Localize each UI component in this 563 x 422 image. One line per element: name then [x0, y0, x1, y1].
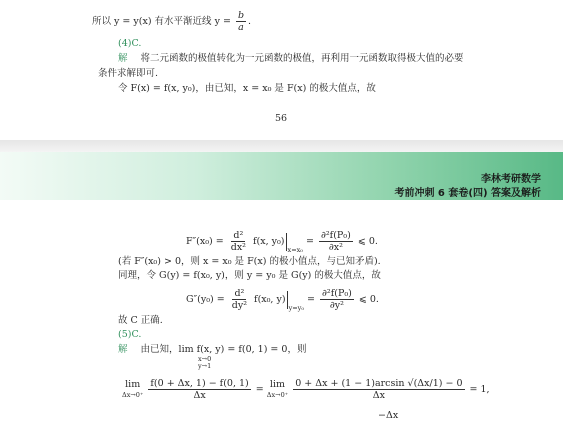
eq2-eval-bar	[287, 291, 288, 309]
asymptote-line	[92, 10, 251, 33]
eq2-d-den: dy²	[231, 300, 248, 311]
eq1-lhs: F″(x₀) =	[186, 236, 224, 247]
eq1-equals: =	[305, 236, 314, 247]
eq1-p-num: ∂²f(P₀)	[320, 230, 351, 241]
solution-marker: 解	[118, 53, 128, 64]
explain-line-2: 条件求解即可.	[98, 68, 159, 79]
fraction-denominator: a	[238, 22, 244, 33]
eq1-eval-bar	[286, 233, 287, 251]
explain-line-3: 令 F(x) = f(x, y₀)，由已知，x = x₀ 是 F(x) 的极大值点，故	[118, 83, 376, 94]
bottom-page	[0, 152, 563, 422]
answer-4-label: (4)C.	[118, 38, 142, 49]
eq1-mid: f(x, y₀)	[253, 236, 285, 247]
limit-subscript	[198, 356, 211, 370]
fraction-numerator: b	[237, 10, 245, 21]
eq2-equals: =	[307, 294, 315, 305]
equation-g-second-derivative	[186, 288, 379, 314]
limit-sub-x: x→0	[198, 355, 212, 363]
eq1-d-num: d²	[233, 230, 244, 241]
eq2-mid: f(x₀, y)	[254, 294, 286, 305]
answer-5-label: (5)C.	[118, 329, 142, 340]
limit-sub-y: y→1	[198, 362, 212, 370]
eq3-lim-1-sub: Δx→0⁺	[122, 390, 144, 399]
note-line: (若 F″(x₀) > 0，则 x = x₀ 是 F(x) 的极小值点，与已知矛盾).	[118, 256, 381, 267]
asymptote-suffix: .	[248, 16, 252, 27]
top-page	[0, 0, 563, 140]
eq3-rhs: = 1,	[469, 384, 490, 395]
eq2-partial-fraction	[320, 288, 354, 311]
eq1-d-fraction	[229, 230, 248, 253]
explain-text-1: 将二元函数的极值转化为一元函数的极值，再利用一元函数取得极大值的必要	[140, 53, 464, 64]
eq3-num-1: f(0 + Δx, 1) − f(0, 1)	[150, 378, 249, 389]
page-number: 56	[275, 113, 288, 124]
asymptote-fraction	[236, 10, 246, 33]
cutoff-fragment: −Δx	[378, 410, 399, 421]
eq3-fraction-2	[293, 378, 464, 401]
eq2-rhs: ⩽ 0.	[358, 294, 379, 305]
eq3-lim-1-word: lim	[125, 378, 141, 390]
eq3-num-2: 0 + Δx + (1 − 1)arcsin √(Δx/1) − 0	[295, 378, 463, 389]
limit-line	[118, 344, 307, 370]
eq3-den-1: Δx	[193, 390, 206, 401]
equation-partial-limit	[122, 378, 490, 401]
eq3-fraction-1	[148, 378, 250, 401]
explain-line-1	[118, 53, 464, 65]
eq1-d-den: dx²	[230, 242, 246, 253]
solution-marker-5: 解	[118, 344, 128, 355]
eq2-p-num: ∂²f(P₀)	[322, 288, 352, 299]
eq2-eval-sub: y=y₀	[288, 304, 304, 312]
eq3-lim-2	[267, 380, 288, 400]
eq3-equals: =	[255, 384, 264, 395]
eq1-rhs: ⩽ 0.	[357, 236, 378, 247]
eq1-p-den: ∂x²	[328, 242, 343, 253]
eq3-lim-1	[122, 380, 143, 400]
equation-f-second-derivative	[186, 230, 378, 256]
eq2-p-den: ∂y²	[329, 300, 344, 311]
section-title: 考前冲刺 6 套卷(四) 答案及解析	[394, 188, 541, 199]
limit-text: 由已知，lim f(x, y) = f(0, 1) = 0，则	[140, 344, 307, 355]
eq1-partial-fraction	[319, 230, 353, 253]
eq1-eval-sub: x=x₀	[287, 246, 303, 254]
conclusion-line: 故 C 正确.	[118, 315, 163, 326]
eq3-lim-2-sub: Δx→0⁺	[266, 390, 289, 399]
eq3-lim-2-word: lim	[269, 378, 286, 390]
eq2-lhs: G″(y₀) =	[186, 294, 225, 305]
eq2-d-fraction	[230, 288, 249, 311]
asymptote-text: 所以 y = y(x) 有水平渐近线 y =	[92, 16, 231, 27]
eq3-den-2: Δx	[372, 390, 385, 401]
likewise-line: 同理，令 G(y) = f(x₀, y)，则 y = y₀ 是 G(y) 的极大值点，故	[118, 270, 381, 281]
page-gap	[0, 140, 563, 152]
book-title: 李林考研数学	[481, 174, 541, 185]
eq2-d-num: d²	[234, 288, 245, 299]
